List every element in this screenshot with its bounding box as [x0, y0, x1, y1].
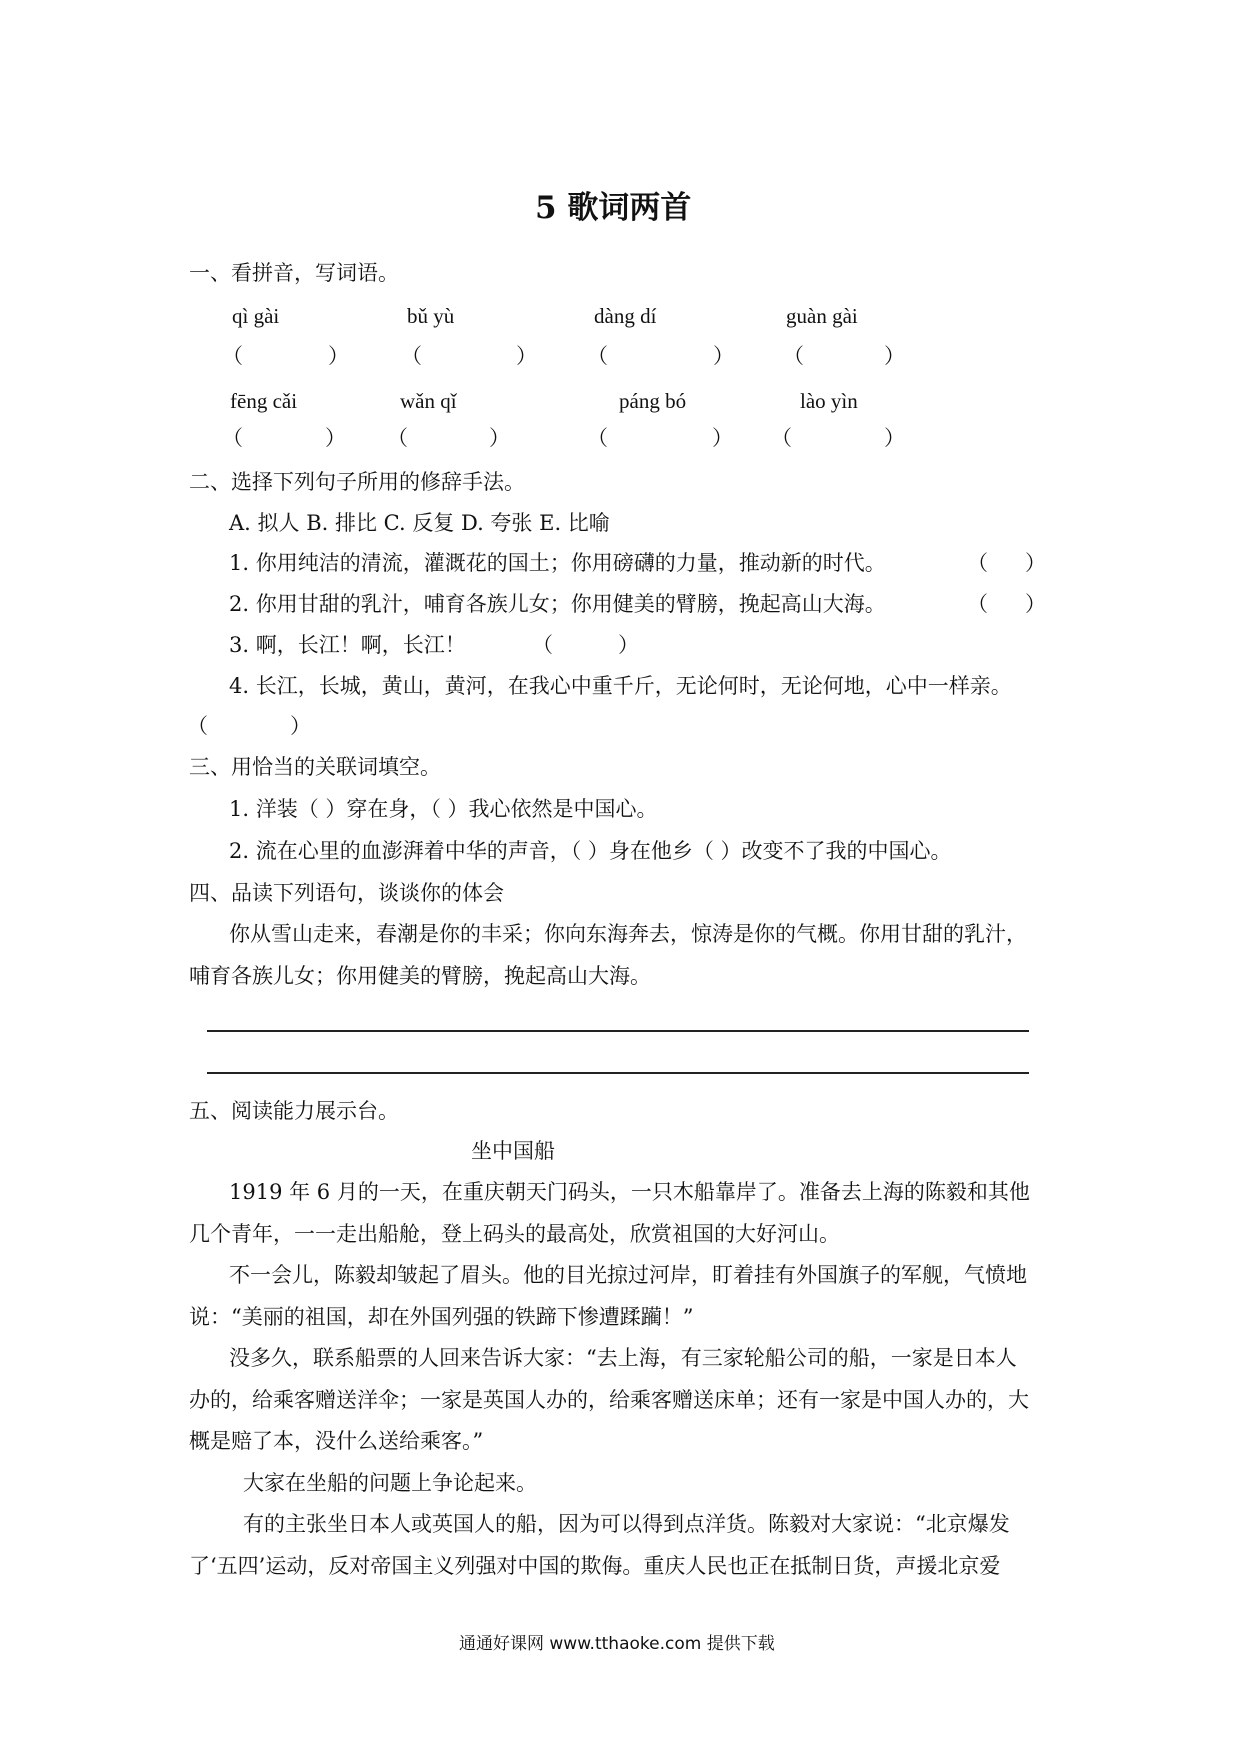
rhetoric-options: A. 拟人 B. 排比 C. 反复 D. 夸张 E. 比喻 [229, 511, 610, 535]
question-item: 2. 你用甘甜的乳汁，哺育各族儿女；你用健美的臂膀，挽起高山大海。 [229, 592, 886, 616]
answer-blank-close: ） [712, 426, 733, 450]
answer-blank-close: ） [489, 426, 510, 450]
question-item: 1. 你用纯洁的清流，灌溉花的国土；你用磅礴的力量，推动新的时代。 [229, 551, 886, 575]
answer-blank-open[interactable]: （ [532, 633, 553, 657]
pinyin-word: bǔ yù [407, 304, 455, 328]
quote-paragraph-line: 哺育各族儿女；你用健美的臂膀，挽起高山大海。 [189, 964, 651, 988]
section-1-heading: 一、看拼音，写词语。 [189, 261, 399, 285]
answer-blank-close: ） [713, 344, 734, 368]
answer-blank-close: ） [1025, 551, 1046, 575]
page-title: 5 歌词两首 [535, 190, 692, 226]
answer-blank-open[interactable]: （ [967, 592, 988, 616]
pinyin-word: qì gài [232, 304, 280, 328]
answer-blank-close: ） [516, 344, 537, 368]
answer-blank-close: ） [328, 344, 349, 368]
answer-blank-close: ） [290, 714, 311, 738]
answer-blank-close: ） [325, 426, 346, 450]
answer-blank-close: ） [1025, 592, 1046, 616]
fill-item: 1. 洋装（ ）穿在身，（ ）我心依然是中国心。 [229, 797, 658, 821]
story-line: 大家在坐船的问题上争论起来。 [243, 1471, 537, 1495]
question-item: 4. 长江，长城，黄山，黄河，在我心中重千斤，无论何时，无论何地，心中一样亲。 [229, 674, 1012, 698]
story-line: 有的主张坐日本人或英国人的船，因为可以得到点洋货。陈毅对大家说：“北京爆发 [243, 1512, 1010, 1536]
story-line: 1919 年 6 月的一天，在重庆朝天门码头，一只木船靠岸了。准备去上海的陈毅和其他 [229, 1180, 1030, 1204]
story-line: 没多久，联系船票的人回来告诉大家：“去上海，有三家轮船公司的船，一家是日本人 [229, 1346, 1017, 1370]
fill-item: 2. 流在心里的血澎湃着中华的声音，（ ）身在他乡（ ）改变不了我的中国心。 [229, 839, 952, 863]
section-5-heading: 五、阅读能力展示台。 [189, 1099, 399, 1123]
answer-blank-open[interactable]: （ [401, 344, 422, 368]
story-line: 说：“美丽的祖国，却在外国列强的铁蹄下惨遭蹂躏！” [189, 1305, 694, 1329]
answer-blank-open[interactable]: （ [222, 344, 243, 368]
story-line: 概是赔了本，没什么送给乘客。” [189, 1429, 484, 1453]
answer-blank-open[interactable]: （ [783, 344, 804, 368]
question-item: 3. 啊，长江！啊，长江！ [229, 633, 466, 657]
section-3-heading: 三、用恰当的关联词填空。 [189, 755, 441, 779]
pinyin-word: lào yìn [800, 389, 858, 413]
story-line: 了‘五四’运动，反对帝国主义列强对中国的欺侮。重庆人民也正在抵制日货，声援北京爱 [189, 1554, 1001, 1578]
answer-blank-close: ） [884, 344, 905, 368]
answer-blank-open[interactable]: （ [587, 344, 608, 368]
story-title: 坐中国船 [471, 1139, 555, 1163]
section-2-heading: 二、选择下列句子所用的修辞手法。 [189, 470, 525, 494]
pinyin-word: páng bó [619, 389, 687, 413]
answer-blank-open[interactable]: （ [967, 551, 988, 575]
answer-blank-open[interactable]: （ [387, 426, 408, 450]
pinyin-word: guàn gài [786, 304, 858, 328]
answer-blank-close: ） [618, 633, 639, 657]
pinyin-word: fēng cǎi [230, 389, 298, 413]
section-4-heading: 四、品读下列语句，谈谈你的体会 [189, 881, 504, 905]
answer-blank-close: ） [884, 426, 905, 450]
footer-source: 通通好课网 www.tthaoke.com 提供下载 [459, 1634, 775, 1654]
answer-blank-open[interactable]: （ [771, 426, 792, 450]
story-line: 几个青年，一一走出船舱，登上码头的最高处，欣赏祖国的大好河山。 [189, 1222, 840, 1246]
story-line: 不一会儿，陈毅却皱起了眉头。他的目光掠过河岸，盯着挂有外国旗子的军舰，气愤地 [229, 1263, 1027, 1287]
story-line: 办的，给乘客赠送洋伞；一家是英国人办的，给乘客赠送床单；还有一家是中国人办的，大 [189, 1388, 1029, 1412]
answer-line[interactable] [207, 1030, 1029, 1032]
pinyin-word: dàng dí [594, 304, 657, 328]
answer-blank-open[interactable]: （ [222, 426, 243, 450]
answer-line[interactable] [207, 1072, 1029, 1074]
quote-paragraph-line: 你从雪山走来，春潮是你的丰采；你向东海奔去，惊涛是你的气概。你用甘甜的乳汁， [229, 922, 1027, 946]
answer-blank-open[interactable]: （ [187, 714, 208, 738]
answer-blank-open[interactable]: （ [587, 426, 608, 450]
pinyin-word: wǎn qǐ [400, 389, 457, 413]
